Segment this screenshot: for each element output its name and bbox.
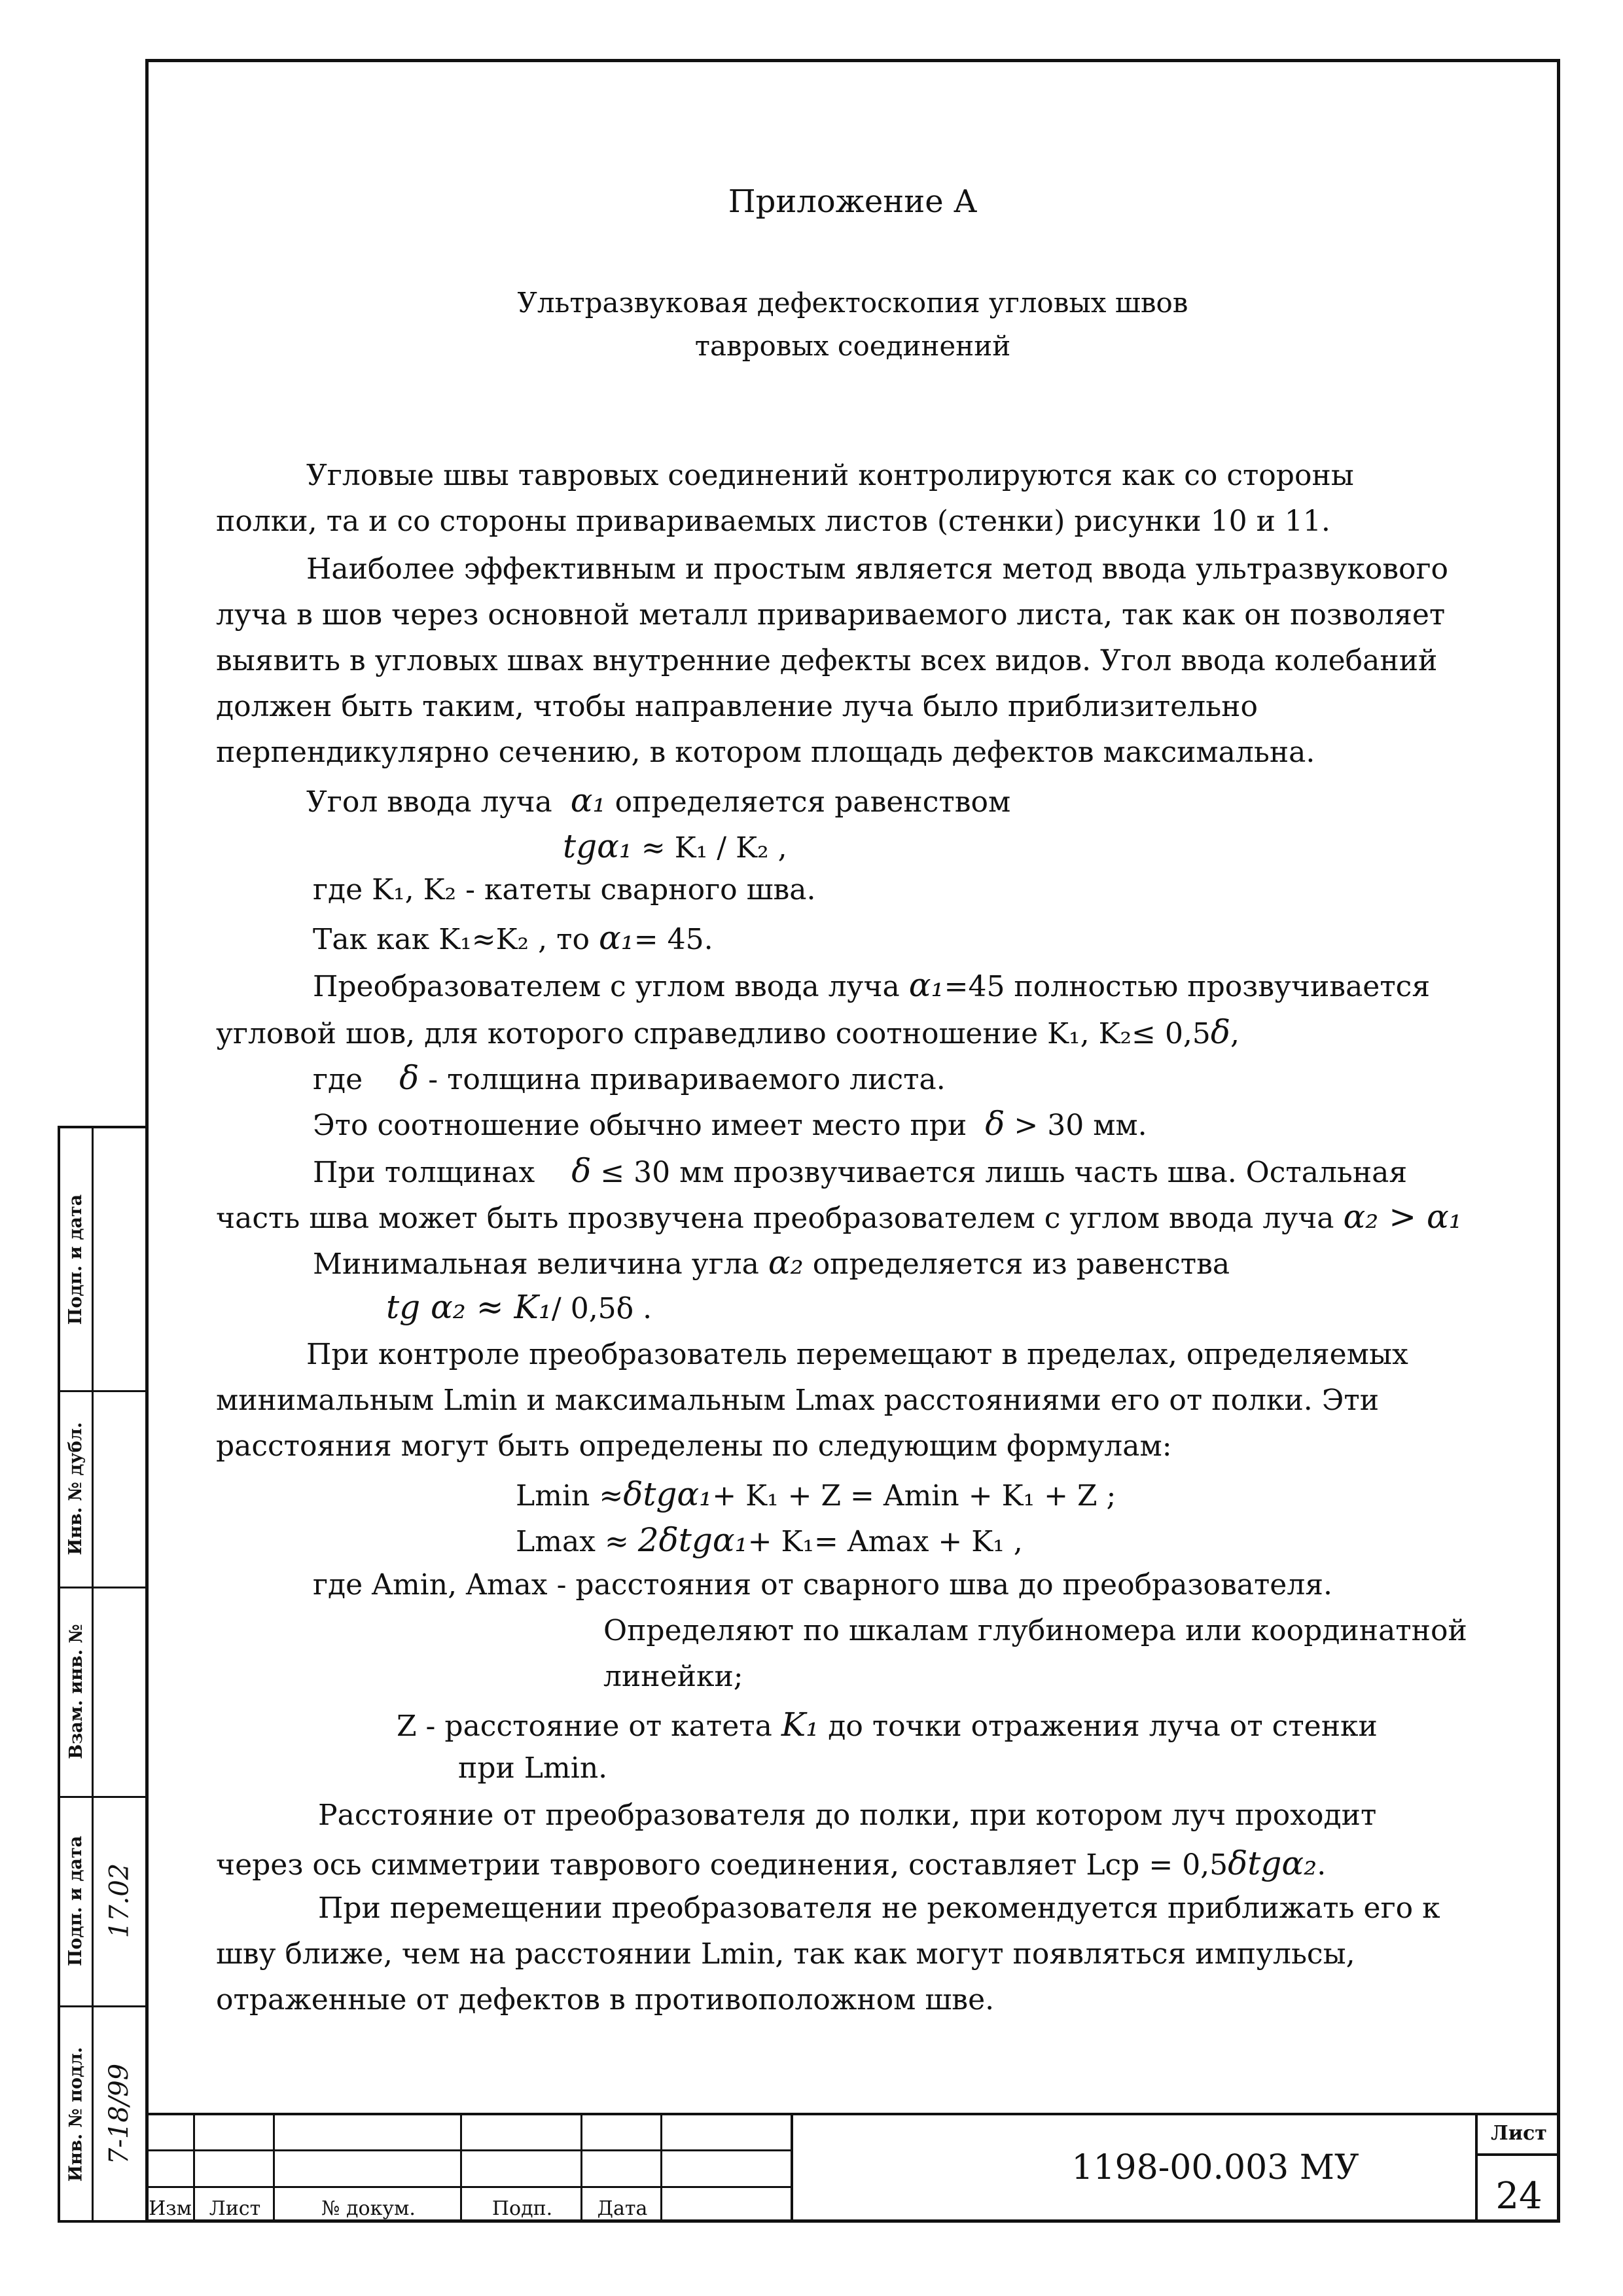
col-label-signature: Подп. — [491, 2197, 553, 2220]
sheet-label: Лист — [1491, 2122, 1547, 2145]
text-line: Преобразователем с углом ввода луча α₁=45 полностью прозвучивается — [313, 966, 1431, 1004]
stripe-label-replace-inv: Взам. инв. № — [65, 1623, 86, 1759]
text-line: выявить в угловых швах внутренние дефекты всех видов. Угол ввода колебаний — [216, 644, 1438, 677]
text-line: Наиболее эффективным и простым является метод ввода ультразвукового — [306, 552, 1449, 586]
text-line: минимальным Lmin и максимальным Lmax расстояниями его от полки. Эти — [216, 1384, 1380, 1417]
handwritten-sign-date: 17.02 — [104, 1863, 135, 1939]
text-line: луча в шов через основной металл привариваемого листа, так как он позволяет — [216, 598, 1446, 632]
text-line: перпендикулярно сечению, в котором площадь дефектов максимальна. — [216, 736, 1315, 769]
text-line: При толщинах δ ≤ 30 мм прозвучивается лишь часть шва. Остальная — [313, 1152, 1408, 1190]
formula-line: Lmax ≈ 2δtgα₁+ K₁= Amax + K₁ , — [516, 1521, 1023, 1559]
text-line: Расстояние от преобразователя до полки, при котором луч проходит — [318, 1799, 1377, 1832]
stripe-divider — [92, 1128, 94, 2220]
text-line: Определяют по шкалам глубиномера или координатной — [603, 1614, 1467, 1647]
handwritten-symbol: α₁ — [908, 966, 944, 1004]
handwritten-symbol: δ — [571, 1152, 592, 1190]
stripe-label-dup-inv: Инв. № дубл. — [65, 1422, 86, 1555]
text-line: При перемещении преобразователя не рекомендуется приближать его к — [318, 1892, 1440, 1925]
stripe-label-sign-date-2: Подп. и дата — [65, 1835, 86, 1966]
text-line: При контроле преобразователь перемещают в пределах, определяемых — [306, 1338, 1408, 1371]
text-line: должен быть таким, чтобы направление луча было приблизительно — [216, 690, 1258, 723]
handwritten-symbol: α₁ — [570, 781, 606, 819]
text-line: Угловые швы тавровых соединений контролируются как со стороны — [306, 459, 1354, 492]
subtitle-line-1: Ультразвуковая дефектоскопия угловых швов — [517, 287, 1188, 319]
handwritten-symbol: α₂ — [768, 1244, 804, 1282]
handwritten-symbol: δtgα₁ — [623, 1475, 713, 1513]
text-line: полки, та и со стороны привариваемых листов (стенки) рисунки 10 и 11. — [216, 505, 1330, 538]
col-label-date: Дата — [597, 2197, 648, 2220]
col-label-sheet: Лист — [209, 2197, 261, 2220]
text-line: Угол ввода луча α₁ определяется равенством — [306, 781, 1011, 819]
text-line: Так как K₁≈K₂ , то α₁= 45. — [313, 919, 713, 957]
sheet-number: 24 — [1495, 2175, 1543, 2217]
subtitle-line-2: тавровых соединений — [694, 330, 1011, 362]
title-block-col — [662, 2113, 793, 2223]
stripe-label-sign-date: Подп. и дата — [65, 1194, 86, 1325]
text-line: расстояния могут быть определены по следующим формулам: — [216, 1429, 1172, 1463]
text-line: линейки; — [603, 1660, 743, 1693]
text-line: угловой шов, для которого справедливо соотношение K₁, K₂≤ 0,5δ, — [216, 1013, 1240, 1051]
side-stamp-stripe — [58, 1126, 145, 2223]
appendix-title: Приложение А — [728, 183, 978, 220]
text-line: где δ - толщина привариваемого листа. — [313, 1059, 946, 1097]
handwritten-symbol: δ — [1210, 1013, 1231, 1051]
appendix-subtitle — [145, 281, 1560, 368]
text-line: Минимальная величина угла α₂ определяется из равенства — [313, 1244, 1230, 1282]
document-code: 1198-00.003 МУ — [1071, 2148, 1359, 2187]
handwritten-symbol: tgα₁ — [563, 827, 632, 865]
text-line: где K₁, K₂ - катеты сварного шва. — [313, 873, 816, 906]
handwritten-symbol: δ — [985, 1105, 1005, 1143]
handwritten-symbol: α₁ — [598, 919, 634, 957]
text-line: где Amin, Amax - расстояния от сварного шва до преобразователя. — [313, 1568, 1333, 1602]
text-line: шву ближе, чем на расстоянии Lmin, так как могут появляться импульсы, — [216, 1937, 1355, 1971]
formula-line: Lmin ≈δtgα₁+ K₁ + Z = Amin + K₁ + Z ; — [516, 1475, 1116, 1513]
sheet-divider — [1478, 2153, 1560, 2156]
text-line: часть шва может быть прозвучена преобразователем с углом ввода луча α₂ > α₁ — [216, 1198, 1462, 1236]
handwritten-symbol: tg α₂ ≈ K₁ — [386, 1288, 552, 1326]
text-line: Это соотношение обычно имеет место при δ > 30 мм. — [313, 1105, 1147, 1143]
text-line: отраженные от дефектов в противоположном шве. — [216, 1983, 995, 2017]
title-block — [145, 2113, 1560, 2223]
handwritten-inventory-no: 7-18/99 — [104, 2063, 134, 2165]
col-label-doc-no: № докум. — [321, 2197, 416, 2220]
handwritten-symbol: δ — [399, 1059, 419, 1097]
text-line: Z - расстояние от катета K₁ до точки отражения луча от стенки — [397, 1706, 1378, 1744]
col-label-change: Изм — [149, 2197, 192, 2220]
handwritten-symbol: 2δtgα₁ — [637, 1521, 748, 1559]
stripe-label-orig-inv: Инв. № подл. — [65, 2047, 86, 2181]
text-line: при Lmin. — [458, 1751, 608, 1785]
formula-line: tgα₁ ≈ K₁ / K₂ , — [563, 827, 787, 865]
handwritten-symbol: K₁ — [781, 1706, 819, 1744]
text-line: через ось симметрии таврового соединения, составляет Lcp = 0,5δtgα₂. — [216, 1844, 1327, 1882]
handwritten-symbol: δtgα₂ — [1228, 1844, 1317, 1882]
sheet-number-box — [1475, 2113, 1560, 2223]
handwritten-symbol: α₂ > α₁ — [1343, 1198, 1462, 1236]
formula-line: tg α₂ ≈ K₁/ 0,5δ . — [386, 1288, 652, 1326]
